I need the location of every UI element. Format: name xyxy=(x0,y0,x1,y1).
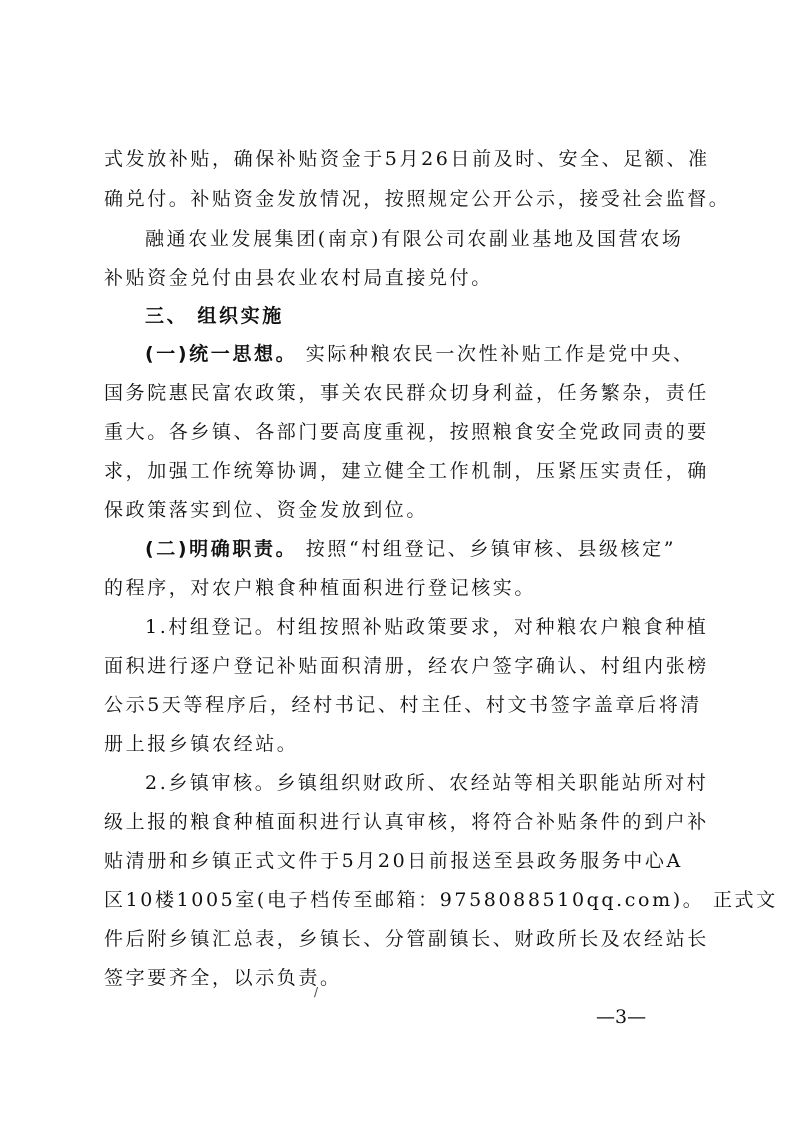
subsection-text: 按照“村组登记、乡镇审核、县级核定” xyxy=(297,538,677,560)
paragraph-line: 件后附乡镇汇总表，乡镇长、分管副镇长、财政所长及农经站长 xyxy=(104,928,709,950)
paragraph-line: 签字要齐全，以示负责。 xyxy=(104,967,342,989)
paragraph-line: 公示5天等程序后，经村书记、村主任、村文书签字盖章后将清 xyxy=(104,694,702,716)
subsection-line xyxy=(145,342,695,366)
paragraph-line: 求，加强工作统筹协调，建立健全工作机制，压紧压实责任，确 xyxy=(104,460,709,482)
paragraph-line: 国务院惠民富农政策，事关农民群众切身利益，任务繁杂，责任 xyxy=(104,382,709,404)
paragraph-line: 册上报乡镇农经站。 xyxy=(104,733,299,755)
paragraph-line: 式发放补贴，确保补贴资金于5月26日前及时、安全、足额、准 xyxy=(104,148,710,170)
subsection-title: (二)明确职责。 xyxy=(145,538,298,560)
paragraph-line: 级上报的粮食种植面积进行认真审核，将符合补贴条件的到户补 xyxy=(104,811,709,833)
paragraph-line: 1.村组登记。村组按照补贴政策要求，对种粮农户粮食种植 xyxy=(145,616,709,638)
section-heading: 三、 组织实施 xyxy=(145,305,284,327)
paragraph-line: 的程序，对农户粮食种植面积进行登记核实。 xyxy=(104,577,537,599)
paragraph-line: 保政策落实到位、资金发放到位。 xyxy=(104,499,429,521)
paragraph-line: 融通农业发展集团(南京)有限公司农副业基地及国营农场 xyxy=(145,228,684,250)
stray-mark: / xyxy=(314,985,319,999)
paragraph-line: 补贴资金兑付由县农业农村局直接兑付。 xyxy=(104,267,493,289)
paragraph-line: 确兑付。补贴资金发放情况，按照规定公开公示，接受社会监督。 xyxy=(104,188,731,210)
subsection-title: (一)统一思想。 xyxy=(145,343,298,365)
paragraph-line: 面积进行逐户登记补贴面积清册，经农户签字确认、村组内张榜 xyxy=(104,655,709,677)
paragraph-line: 区10楼1005室(电子档传至邮箱：9758088510qq.com)。 正式文 xyxy=(104,889,778,911)
paragraph-line: 重大。各乡镇、各部门要高度重视，按照粮食安全党政同责的要 xyxy=(104,421,709,443)
paragraph-line: 贴清册和乡镇正式文件于5月20日前报送至县政务服务中心A xyxy=(104,850,683,872)
page-number: —3— xyxy=(596,1006,647,1028)
subsection-line xyxy=(145,537,676,561)
paragraph-line: 2.乡镇审核。乡镇组织财政所、农经站等相关职能站所对村 xyxy=(145,772,709,794)
subsection-text: 实际种粮农民一次性补贴工作是党中央、 xyxy=(297,343,695,365)
